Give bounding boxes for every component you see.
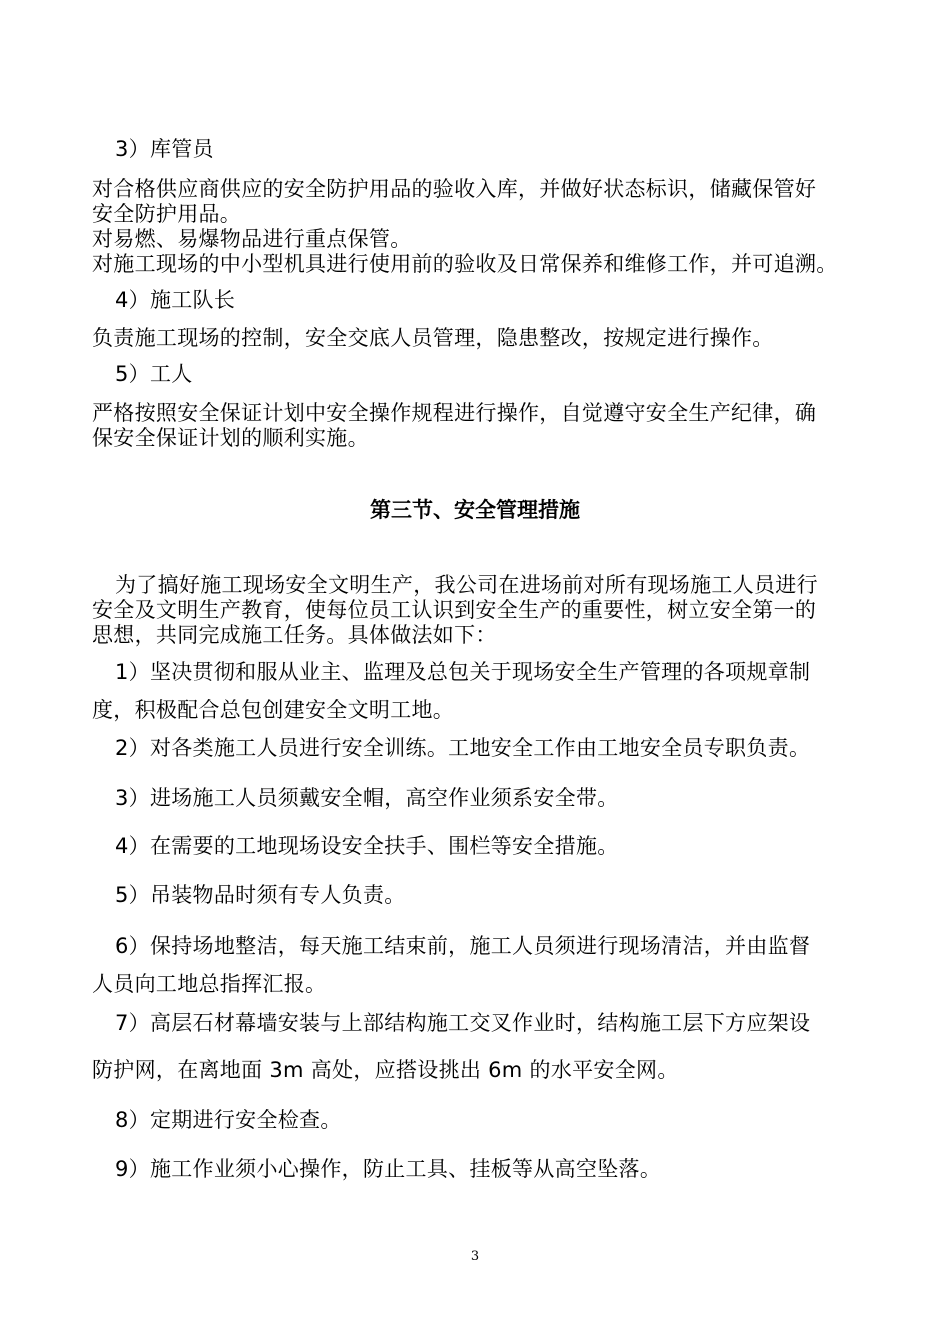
measure-item-8: 8）定期进行安全检查。 — [115, 1108, 342, 1132]
measure-item-9: 9）施工作业须小心操作，防止工具、挂板等从高空坠落。 — [115, 1157, 662, 1181]
role-item-5-text: 严格按照安全保证计划中安全操作规程进行操作，自觉遵守安全生产纪律，确 — [92, 401, 817, 425]
measure-item-6: 6）保持场地整洁，每天施工结束前，施工人员须进行现场清洁，并由监督 — [115, 934, 811, 958]
measure-item-1: 度，积极配合总包创建安全文明工地。 — [92, 698, 455, 722]
page-number: 3 — [470, 1249, 480, 1264]
role-item-3-text: 安全防护用品。 — [92, 202, 242, 226]
role-item-5-title: 5）工人 — [115, 362, 193, 386]
role-item-3-text: 对合格供应商供应的安全防护用品的验收入库，并做好状态标识，储藏保管好 — [92, 177, 817, 201]
measure-item-4: 4）在需要的工地现场设安全扶手、围栏等安全措施。 — [115, 834, 619, 858]
role-item-3-text: 对易燃、易爆物品进行重点保管。 — [92, 227, 412, 251]
intro-paragraph: 思想，共同完成施工任务。具体做法如下： — [92, 623, 497, 647]
role-item-3-text: 对施工现场的中小型机具进行使用前的验收及日常保养和维修工作，并可追溯。 — [92, 252, 838, 276]
measure-item-7: 防护网，在离地面 3m 高处，应搭设挑出 6m 的水平安全网。 — [92, 1058, 679, 1082]
intro-paragraph: 为了搞好施工现场安全文明生产，我公司在进场前对所有现场施工人员进行 — [115, 573, 818, 597]
measure-item-6: 人员向工地总指挥汇报。 — [92, 972, 327, 996]
section-heading: 第三节、安全管理措施 — [370, 498, 580, 522]
measure-item-5: 5）吊装物品时须有专人负责。 — [115, 883, 406, 907]
role-item-4-text: 负责施工现场的控制，安全交底人员管理，隐患整改，按规定进行操作。 — [92, 326, 774, 350]
measure-item-7: 7）高层石材幕墙安装与上部结构施工交叉作业时，结构施工层下方应架设 — [115, 1011, 811, 1035]
measure-item-3: 3）进场施工人员须戴安全帽，高空作业须系安全带。 — [115, 786, 619, 810]
role-item-4-title: 4）施工队长 — [115, 288, 236, 312]
measure-item-1: 1）坚决贯彻和服从业主、监理及总包关于现场安全生产管理的各项规章制 — [115, 660, 811, 684]
intro-paragraph: 安全及文明生产教育，使每位员工认识到安全生产的重要性，树立安全第一的 — [92, 598, 817, 622]
role-item-3-title: 3）库管员 — [115, 137, 214, 161]
role-item-5-text: 保安全保证计划的顺利实施。 — [92, 426, 369, 450]
measure-item-2: 2）对各类施工人员进行安全训练。工地安全工作由工地安全员专职负责。 — [115, 736, 811, 760]
